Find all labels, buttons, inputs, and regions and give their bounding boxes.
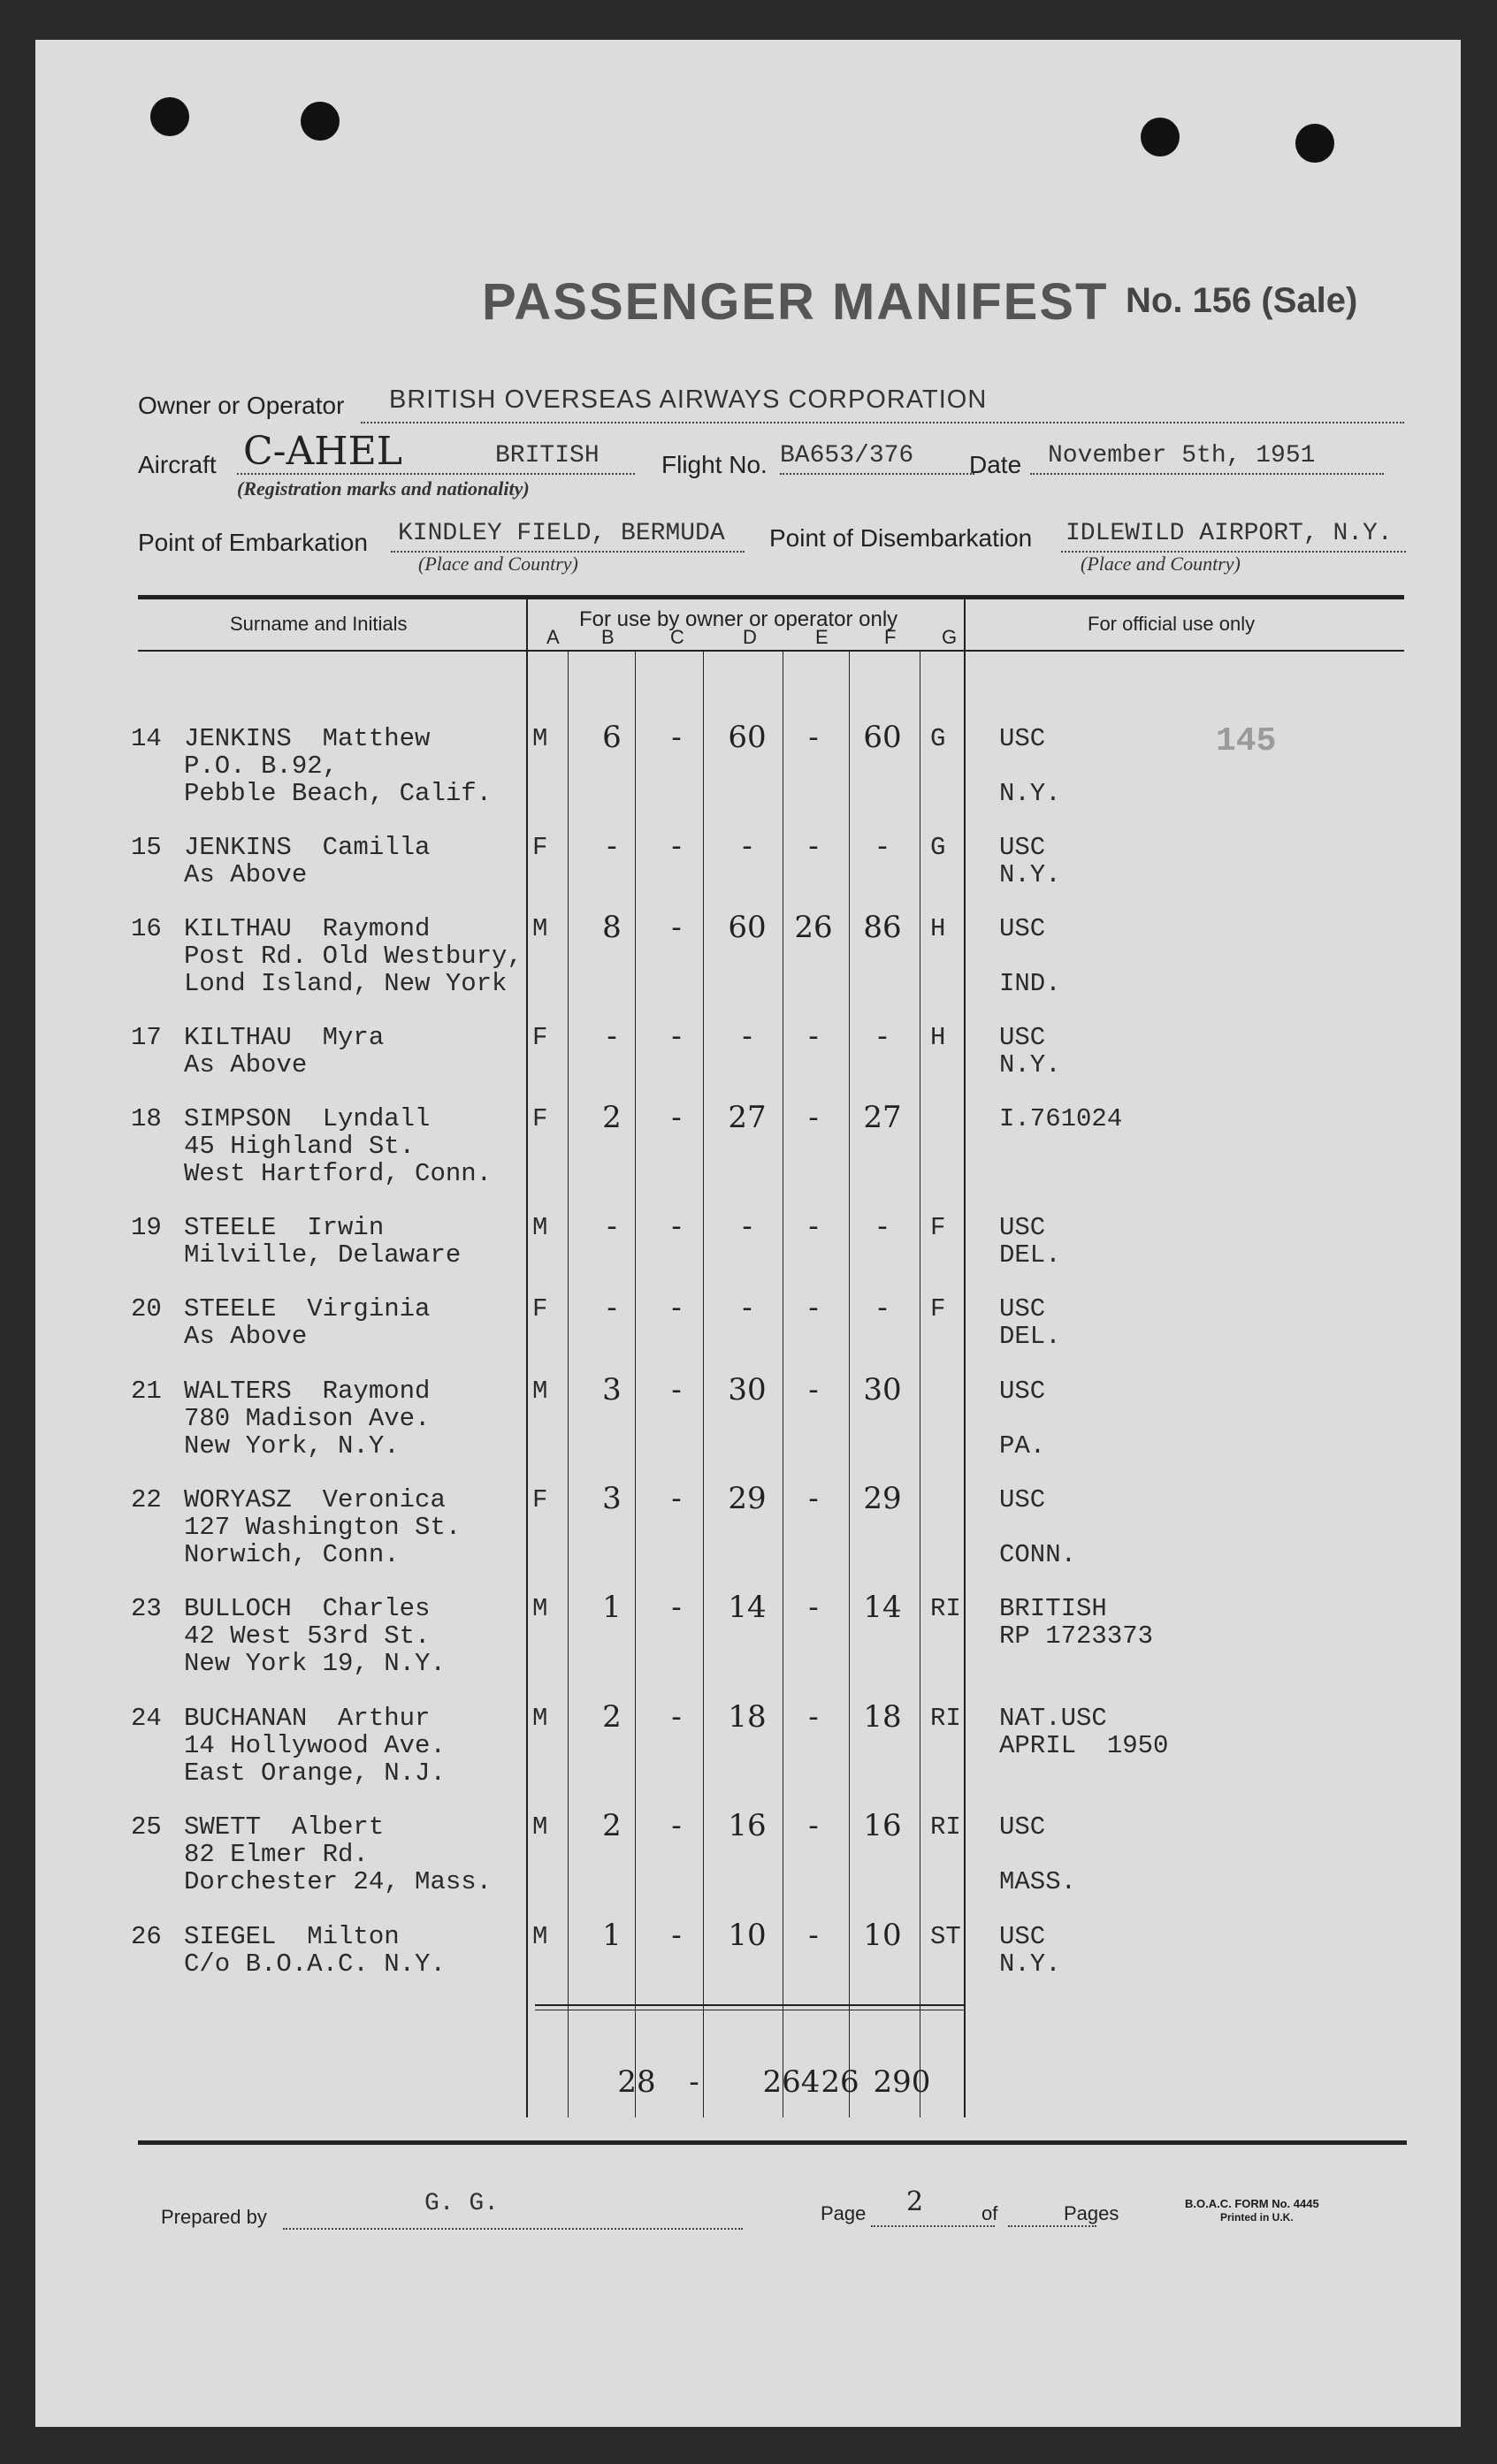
column-d-value: - xyxy=(742,1018,752,1054)
column-c-value: - xyxy=(671,1590,682,1625)
column-g-code: F xyxy=(930,1213,946,1242)
column-c-value: - xyxy=(671,720,682,755)
official-note: USC xyxy=(999,1294,1046,1324)
column-d-value: 60 xyxy=(728,910,767,945)
passenger-address-line: Dorchester 24, Mass. xyxy=(184,1867,493,1896)
total-d: 264 xyxy=(762,2064,821,2100)
official-note: USC xyxy=(999,724,1046,753)
official-note: IND. xyxy=(999,969,1061,998)
column-f-value: - xyxy=(877,1290,888,1325)
passenger-address-line: C/o B.O.A.C. N.Y. xyxy=(184,1949,446,1979)
passenger-address-line: Post Rd. Old Westbury, xyxy=(184,942,523,971)
column-letter: C xyxy=(670,626,684,648)
official-note: N.Y. xyxy=(999,779,1061,808)
column-d-value: - xyxy=(742,1209,752,1244)
column-e-value: - xyxy=(808,1290,819,1325)
sex-code: M xyxy=(532,1213,548,1242)
passenger-address-line: Pebble Beach, Calif. xyxy=(184,779,493,808)
passenger-name: BUCHANAN Arthur xyxy=(184,1704,431,1733)
passenger-address-line: Norwich, Conn. xyxy=(184,1540,400,1569)
date-underline xyxy=(1030,473,1384,475)
column-c-value: - xyxy=(671,1290,682,1325)
column-g-code: G xyxy=(930,724,946,753)
passenger-address-line: New York, N.Y. xyxy=(184,1431,400,1461)
column-f-value: 14 xyxy=(863,1590,902,1625)
column-letter: D xyxy=(743,626,757,648)
official-note: PA. xyxy=(999,1431,1046,1461)
column-divider-b xyxy=(568,650,569,2117)
column-g-code: F xyxy=(930,1294,946,1324)
column-letter: G xyxy=(942,626,958,648)
column-d-value: - xyxy=(742,828,752,864)
sex-code: M xyxy=(532,1812,548,1842)
column-letter: F xyxy=(884,626,897,648)
column-b-value: 1 xyxy=(602,1590,622,1625)
column-d-value: 60 xyxy=(728,720,767,755)
column-f-value: 10 xyxy=(863,1918,902,1953)
official-note: USC xyxy=(999,1377,1046,1406)
column-b-value: 6 xyxy=(602,720,622,755)
column-e-value: - xyxy=(808,1590,819,1625)
official-note: N.Y. xyxy=(999,1050,1061,1079)
row-number: 26 xyxy=(131,1922,162,1951)
aircraft-underline xyxy=(237,473,635,475)
column-b-value: - xyxy=(607,1209,617,1244)
row-number: 14 xyxy=(131,724,162,753)
total-c: - xyxy=(689,2064,699,2100)
official-note: DEL. xyxy=(999,1240,1061,1270)
column-f-value: 86 xyxy=(863,910,902,945)
column-g-code: ST xyxy=(930,1922,961,1951)
column-c-value: - xyxy=(671,1699,682,1735)
column-e-value: - xyxy=(808,1209,819,1244)
totals-rule xyxy=(535,2004,964,2006)
column-f-value: 60 xyxy=(863,720,902,755)
passenger-address-line: As Above xyxy=(184,1050,308,1079)
column-e-value: - xyxy=(808,1808,819,1843)
aircraft-label: Aircraft xyxy=(138,451,217,478)
column-b-value: - xyxy=(607,1290,617,1325)
row-number: 18 xyxy=(131,1104,162,1133)
row-number: 20 xyxy=(131,1294,162,1324)
total-e: 26 xyxy=(821,2064,859,2100)
punch-hole xyxy=(1295,124,1334,163)
column-c-value: - xyxy=(671,910,682,945)
column-b-value: 1 xyxy=(602,1918,622,1953)
official-note: USC xyxy=(999,1485,1046,1514)
column-d-value: 27 xyxy=(728,1100,767,1135)
sex-code: M xyxy=(532,1704,548,1733)
column-b-value: - xyxy=(607,1018,617,1054)
of-label: of xyxy=(981,2202,998,2224)
header-official-use: For official use only xyxy=(1088,613,1256,635)
total-f: 290 xyxy=(873,2064,931,2100)
table-bottom-rule xyxy=(138,2140,1407,2145)
official-note: USC xyxy=(999,1922,1046,1951)
passenger-address-line: As Above xyxy=(184,860,308,889)
passenger-name: WALTERS Raymond xyxy=(184,1377,431,1406)
official-note: USC xyxy=(999,1023,1046,1052)
column-d-value: 16 xyxy=(728,1808,767,1843)
disembarkation-value: IDLEWILD AIRPORT, N.Y. xyxy=(1065,520,1393,547)
passenger-address-line: Milville, Delaware xyxy=(184,1240,462,1270)
column-c-value: - xyxy=(671,1481,682,1516)
sex-code: M xyxy=(532,1922,548,1951)
sex-code: M xyxy=(532,1594,548,1623)
passenger-name: KILTHAU Myra xyxy=(184,1023,385,1052)
passenger-name: JENKINS Matthew xyxy=(184,724,431,753)
sex-code: F xyxy=(532,1104,548,1133)
passenger-name: STEELE Virginia xyxy=(184,1294,431,1324)
sex-code: M xyxy=(532,724,548,753)
passenger-name: JENKINS Camilla xyxy=(184,833,431,862)
sex-code: F xyxy=(532,1023,548,1052)
sex-code: M xyxy=(532,914,548,943)
header-surname: Surname and Initials xyxy=(230,613,408,635)
column-f-value: 27 xyxy=(863,1100,902,1135)
column-g-code: RI xyxy=(930,1594,961,1623)
column-e-value: - xyxy=(808,1018,819,1054)
official-note: NAT.USC xyxy=(999,1704,1107,1733)
embarkation-label: Point of Embarkation xyxy=(138,529,368,556)
page-number: 2 xyxy=(906,2186,924,2217)
row-number: 19 xyxy=(131,1213,162,1242)
official-note: CONN. xyxy=(999,1540,1077,1569)
punch-hole xyxy=(1141,118,1180,156)
row-number: 22 xyxy=(131,1485,162,1514)
column-d-value: - xyxy=(742,1290,752,1325)
owner-underline xyxy=(361,422,1404,423)
column-c-value: - xyxy=(671,1018,682,1054)
column-f-value: - xyxy=(877,1209,888,1244)
owner-label: Owner or Operator xyxy=(138,392,345,419)
row-number: 21 xyxy=(131,1377,162,1406)
column-e-value: - xyxy=(808,828,819,864)
passenger-name: SIMPSON Lyndall xyxy=(184,1104,431,1133)
passenger-address-line: Lond Island, New York xyxy=(184,969,508,998)
column-b-value: - xyxy=(607,828,617,864)
official-note: N.Y. xyxy=(999,860,1061,889)
disembarkation-subcaption: (Place and Country) xyxy=(1081,553,1241,575)
passenger-address-line: New York 19, N.Y. xyxy=(184,1649,446,1678)
column-e-value: - xyxy=(808,1481,819,1516)
embarkation-value: KINDLEY FIELD, BERMUDA xyxy=(398,520,725,547)
official-note: N.Y. xyxy=(999,1949,1061,1979)
passenger-address-line: 82 Elmer Rd. xyxy=(184,1840,369,1869)
column-g-code: H xyxy=(930,1023,946,1052)
column-f-value: - xyxy=(877,1018,888,1054)
prepared-by-value: G. G. xyxy=(424,2190,500,2217)
column-b-value: 2 xyxy=(602,1699,622,1735)
column-e-value: - xyxy=(808,1100,819,1135)
total-b: 28 xyxy=(617,2064,656,2100)
column-e-value: - xyxy=(808,720,819,755)
table-header-rule xyxy=(138,650,1404,652)
aircraft-nationality: BRITISH xyxy=(495,442,600,469)
column-c-value: - xyxy=(671,828,682,864)
column-c-value: - xyxy=(671,1372,682,1407)
page-label: Page xyxy=(821,2202,867,2224)
column-c-value: - xyxy=(671,1209,682,1244)
passenger-name: STEELE Irwin xyxy=(184,1213,385,1242)
stamp-number: 145 xyxy=(1216,722,1277,760)
date-label: Date xyxy=(969,451,1022,478)
column-letter: A xyxy=(546,626,560,648)
column-f-value: 30 xyxy=(863,1372,902,1407)
flight-label: Flight No. xyxy=(661,451,768,478)
row-number: 24 xyxy=(131,1704,162,1733)
sex-code: F xyxy=(532,1294,548,1324)
pages-underline xyxy=(1008,2225,1096,2227)
punch-hole xyxy=(150,97,189,136)
column-d-value: 29 xyxy=(728,1481,767,1516)
column-b-value: 2 xyxy=(602,1808,622,1843)
official-note: USC xyxy=(999,914,1046,943)
form-number: No. 156 (Sale) xyxy=(1126,281,1358,320)
passenger-address-line: 45 Highland St. xyxy=(184,1132,416,1161)
passenger-address-line: East Orange, N.J. xyxy=(184,1758,446,1788)
column-divider-d xyxy=(703,650,704,2117)
passenger-address-line: P.O. B.92, xyxy=(184,751,339,781)
date-value: November 5th, 1951 xyxy=(1048,442,1316,469)
official-note: USC xyxy=(999,833,1046,862)
passenger-name: WORYASZ Veronica xyxy=(184,1485,446,1514)
column-c-value: - xyxy=(671,1808,682,1843)
manifest-sheet xyxy=(35,40,1461,2427)
official-note: USC xyxy=(999,1213,1046,1242)
flight-underline xyxy=(780,473,974,475)
owner-value: BRITISH OVERSEAS AIRWAYS CORPORATION xyxy=(389,385,988,414)
row-number: 16 xyxy=(131,914,162,943)
column-e-value: - xyxy=(808,1372,819,1407)
column-b-value: 8 xyxy=(602,910,622,945)
official-note: I.761024 xyxy=(999,1104,1123,1133)
column-b-value: 3 xyxy=(602,1481,622,1516)
row-number: 17 xyxy=(131,1023,162,1052)
official-note: MASS. xyxy=(999,1867,1077,1896)
column-d-value: 30 xyxy=(728,1372,767,1407)
column-f-value: 16 xyxy=(863,1808,902,1843)
header-operator-use: For use by owner or operator only xyxy=(579,607,898,631)
passenger-name: SWETT Albert xyxy=(184,1812,385,1842)
sex-code: F xyxy=(532,1485,548,1514)
passenger-address-line: 42 West 53rd St. xyxy=(184,1621,431,1651)
row-number: 15 xyxy=(131,833,162,862)
column-d-value: 10 xyxy=(728,1918,767,1953)
column-letter: E xyxy=(815,626,829,648)
passenger-name: BULLOCH Charles xyxy=(184,1594,431,1623)
passenger-address-line: 780 Madison Ave. xyxy=(184,1404,431,1433)
column-divider-official xyxy=(964,597,966,2117)
printed-in: Printed in U.K. xyxy=(1220,2211,1294,2224)
column-d-value: 18 xyxy=(728,1699,767,1735)
table-top-rule xyxy=(138,595,1404,599)
prepared-by-label: Prepared by xyxy=(161,2206,267,2228)
row-number: 23 xyxy=(131,1594,162,1623)
column-e-value: 26 xyxy=(794,910,833,945)
passenger-name: KILTHAU Raymond xyxy=(184,914,431,943)
aircraft-registration: C-AHEL xyxy=(243,429,403,474)
sex-code: M xyxy=(532,1377,548,1406)
page-underline xyxy=(871,2225,995,2227)
aircraft-subcaption: (Registration marks and nationality) xyxy=(237,477,530,500)
punch-hole xyxy=(301,102,340,141)
column-f-value: - xyxy=(877,828,888,864)
column-g-code: RI xyxy=(930,1812,961,1842)
passenger-address-line: 127 Washington St. xyxy=(184,1513,462,1542)
embarkation-subcaption: (Place and Country) xyxy=(418,553,578,575)
column-divider-a xyxy=(526,597,528,2117)
column-c-value: - xyxy=(671,1918,682,1953)
column-f-value: 29 xyxy=(863,1481,902,1516)
row-number: 25 xyxy=(131,1812,162,1842)
official-note: USC xyxy=(999,1812,1046,1842)
column-b-value: 2 xyxy=(602,1100,622,1135)
prepared-by-underline xyxy=(283,2228,743,2230)
official-note: APRIL 1950 xyxy=(999,1731,1169,1760)
passenger-address-line: West Hartford, Conn. xyxy=(184,1159,493,1188)
passenger-name: SIEGEL Milton xyxy=(184,1922,400,1951)
flight-number: BA653/376 xyxy=(780,442,914,469)
column-letter: B xyxy=(601,626,615,648)
column-e-value: - xyxy=(808,1699,819,1735)
form-reference: B.O.A.C. FORM No. 4445 xyxy=(1185,2197,1319,2210)
column-c-value: - xyxy=(671,1100,682,1135)
column-g-code: H xyxy=(930,914,946,943)
page-title: PASSENGER MANIFEST xyxy=(482,273,1109,331)
column-g-code: G xyxy=(930,833,946,862)
sex-code: F xyxy=(532,833,548,862)
column-g-code: RI xyxy=(930,1704,961,1733)
official-note: RP 1723373 xyxy=(999,1621,1154,1651)
pages-label: Pages xyxy=(1064,2202,1119,2224)
passenger-address-line: As Above xyxy=(184,1322,308,1351)
column-e-value: - xyxy=(808,1918,819,1953)
passenger-address-line: 14 Hollywood Ave. xyxy=(184,1731,446,1760)
official-note: DEL. xyxy=(999,1322,1061,1351)
official-note: BRITISH xyxy=(999,1594,1107,1623)
column-f-value: 18 xyxy=(863,1699,902,1735)
disembarkation-label: Point of Disembarkation xyxy=(769,524,1033,552)
column-d-value: 14 xyxy=(728,1590,767,1625)
column-b-value: 3 xyxy=(602,1372,622,1407)
